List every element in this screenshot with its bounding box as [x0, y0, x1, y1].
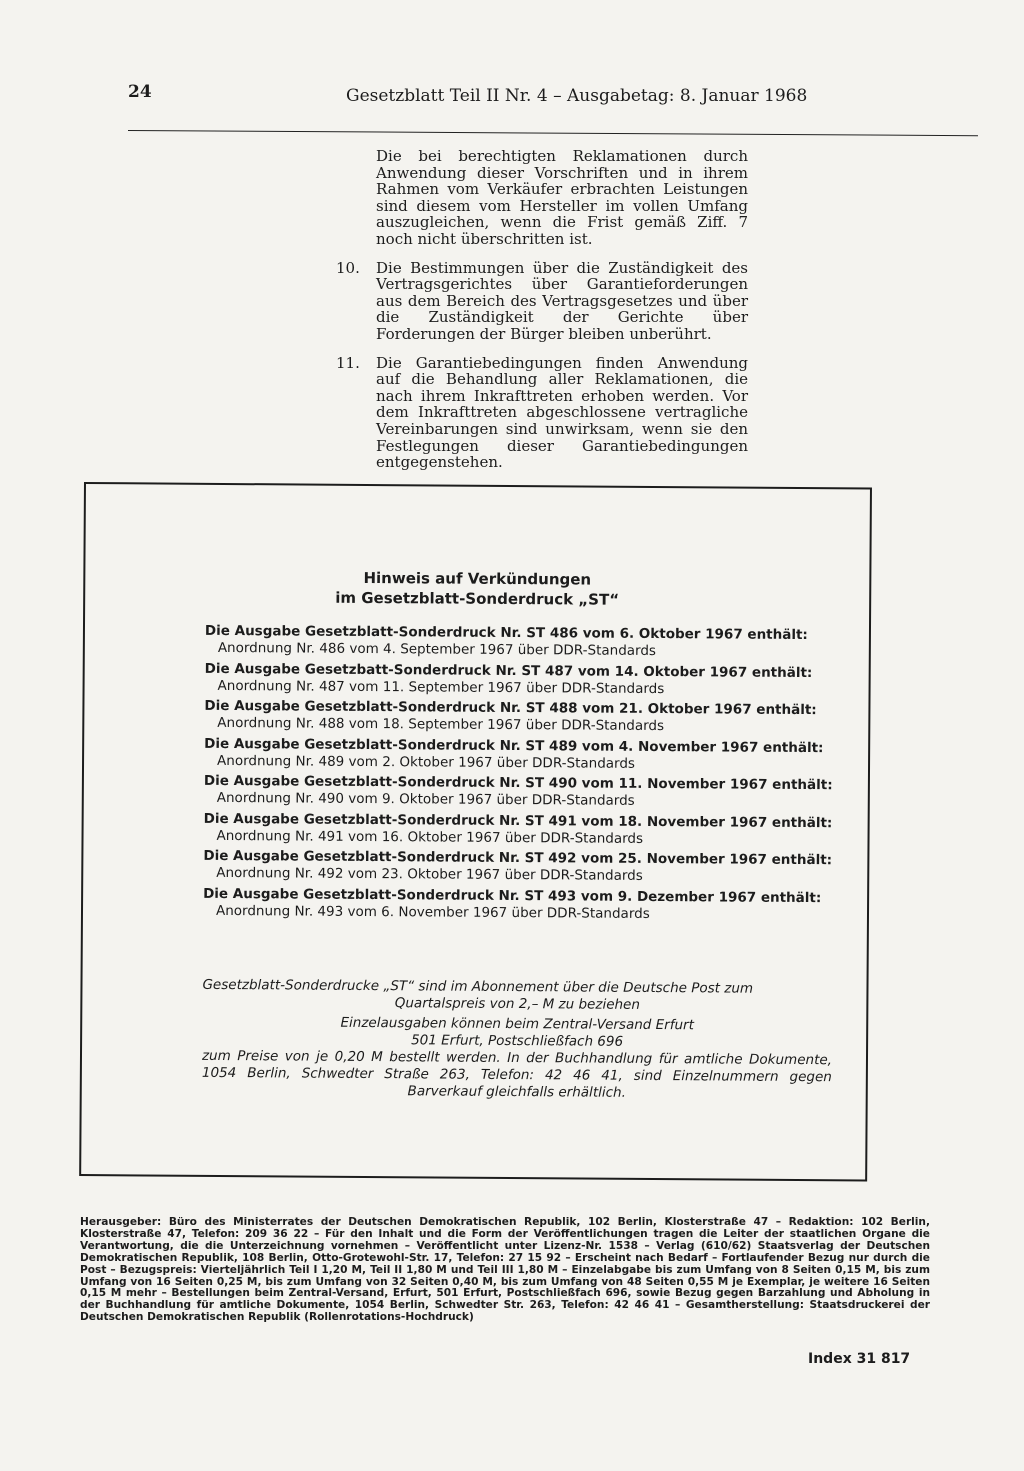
single-issue-line-2: 501 Erfurt, Postschließfach 696: [411, 1032, 624, 1050]
edition-item: [205, 660, 815, 698]
edition-description: Anordnung Nr. 491 vom 16. Oktober 1967 über DDR-Standards: [216, 827, 644, 847]
edition-title: Die Ausgabe Gesetzblatt-Sonderdruck Nr. ST 492 vom 25. November 1967 enthält:: [203, 847, 833, 869]
page-number: 24: [128, 82, 152, 102]
edition-title: Die Ausgabe Gesetzblatt-Sonderdruck Nr. ST 493 vom 9. Dezember 1967 enthält:: [203, 885, 822, 906]
paragraph-number: 10.: [336, 258, 360, 277]
edition-item: [203, 810, 833, 848]
edition-item: [204, 735, 824, 773]
subscription-line-1: Gesetzblatt-Sonderdrucke „ST“ sind im Abonnement über die Deutsche Post zum: [202, 976, 754, 997]
edition-list: [203, 622, 833, 927]
edition-title: Die Ausgabe Gesetzblatt-Sonderdruck Nr. ST 490 vom 11. November 1967 enthält:: [203, 772, 833, 794]
single-issue-line-1: Einzelausgaben können beim Zentral-Versand Erfurt: [340, 1014, 694, 1034]
paragraph-text: Die Bestimmungen über die Zuständigkeit des Vertragsgerichtes über Garantieforderungen aus dem Bereich des Vertragsgesetzes und über die Zuständigkeit der Gerichte über Forderungen der Bürger bleiben unberührt.: [376, 258, 748, 343]
continuation-text: Die bei berechtigten Reklamationen durch Anwendung dieser Vorschriften und in ihrem Rahmen vom Verkäufer erbrachten Leistungen sind diesem vom Hersteller im vollen Umfang auszugleichen, wenn die Frist gemäß Ziff. 7 noch nicht überschritten ist.: [376, 147, 748, 248]
edition-title: Die Ausgabe Gesetzblatt-Sonderdruck Nr. ST 491 vom 18. November 1967 enthält:: [203, 810, 833, 831]
header-rule: [128, 130, 978, 136]
header-title: Gesetzblatt Teil II Nr. 4 – Ausgabetag: 8. Januar 1968: [346, 86, 808, 106]
edition-title: Die Ausgabe Gesetzblatt-Sonderdruck Nr. ST 486 vom 6. Oktober 1967 enthält:: [204, 622, 808, 644]
edition-description: Anordnung Nr. 492 vom 23. Oktober 1967 über DDR-Standards: [216, 864, 643, 884]
notice-heading-line-2: im Gesetzblatt-Sonderdruck „ST“: [335, 588, 620, 609]
index-code: Index 31 817: [808, 1351, 911, 1367]
imprint: Herausgeber: Büro des Ministerrates der Deutschen Demokratischen Republik, 102 Berlin, Klosterstraße 47 – Redaktion: 102 Berlin, Klosterstraße 47, Telefon: 209 36 22 – Für den Inhalt und die Form der Veröffentlichungen tragen die Leiter der staatlichen Organe die Verantwortung, die die Unterzeichnung vornehmen – Veröffentlicht unter Lizenz-Nr. 1538 – Verlag (610/62) Staatsverlag der Deutschen Demokratischen Republik, 108 Berlin, Otto-Grotewohl-Str. 17, Telefon: 27 15 92 – Erscheint nach Bedarf – Fortlaufender Bezug nur durch die Post – Bezugspreis: Vierteljährlich Teil I 1,20 M, Teil II 1,80 M und Teil III 1,80 M – Einzelabgabe bis zum Umfang von 8 Seiten 0,15 M, bis zum Umfang von 16 Seiten 0,25 M, bis zum Umfang von 32 Seiten 0,40 M, bis zum Umfang von 48 Seiten 0,55 M je Exemplar, je weitere 16 Seiten 0,15 M mehr – Bestellungen beim Zentral-Versand, Erfurt, 501 Erfurt, Postschließfach 696, sowie Bezug gegen Barzahlung und Abholung in der Buchhandlung für amtliche Dokumente, 1054 Berlin, Schwedter Str. 263, Telefon: 42 46 41 – Gesamtherstellung: Staatsdruckerei der Deutschen Demokratischen Republik (Rollenrotations-Hochdruck): [80, 1216, 930, 1324]
single-issue-details: zum Preise von je 0,20 M bestellt werden. In der Buchhandlung für amtliche Dokumente, 1054 Berlin, Schwedter Straße 263, Telefon: 42 46 41, sind Einzelnummern gegen Barverkauf gleichfalls erhältlich.: [201, 1047, 833, 1101]
paragraph-text: Die Garantiebedingungen finden Anwendung auf die Behandlung aller Reklamationen, die nach ihrem Inkrafttreten erhoben werden. Vor dem Inkrafttreten abgeschlossene vertragliche Vereinbarungen sind unwirksam, wenn sie den Festlegungen dieser Garantiebedingungen entgegenstehen.: [376, 353, 748, 472]
notice-heading-line-1: Hinweis auf Verkündungen: [363, 568, 592, 589]
edition-item: [205, 623, 815, 661]
continuation-paragraph: [336, 148, 748, 248]
edition-item: [203, 885, 822, 923]
subscription-info: [202, 977, 833, 1103]
paragraph-11: [336, 355, 748, 471]
edition-title: Die Ausgabe Gesetzblatt-Sonderdruck Nr. ST 488 vom 21. Oktober 1967 enthält:: [204, 697, 817, 719]
body-text: [336, 148, 748, 483]
page-header: [128, 78, 978, 118]
edition-description: Anordnung Nr. 488 vom 18. September 1967 über DDR-Standards: [217, 714, 665, 735]
paragraph-number: 11.: [336, 353, 360, 372]
edition-item: [203, 847, 833, 886]
edition-item: [204, 697, 817, 736]
edition-item: [203, 772, 833, 811]
subscription-line-2: Quartalspreis von 2,– M zu beziehen: [394, 995, 641, 1013]
edition-description: Anordnung Nr. 487 vom 11. September 1967 über DDR-Standards: [217, 677, 665, 697]
edition-title: Die Ausgabe Gesetzbatt-Sonderdruck Nr. ST 487 vom 14. Oktober 1967 enthält:: [204, 660, 813, 681]
paragraph-10: [336, 260, 748, 343]
notice-heading: [85, 566, 869, 611]
edition-description: Anordnung Nr. 490 vom 9. Oktober 1967 über DDR-Standards: [216, 789, 635, 809]
edition-description: Anordnung Nr. 493 vom 6. November 1967 über DDR-Standards: [215, 902, 650, 922]
notice-box: [79, 482, 872, 1181]
edition-title: Die Ausgabe Gesetzblatt-Sonderdruck Nr. ST 489 vom 4. November 1967 enthält:: [204, 735, 824, 756]
edition-description: Anordnung Nr. 486 vom 4. September 1967 über DDR-Standards: [217, 639, 657, 659]
edition-description: Anordnung Nr. 489 vom 2. Oktober 1967 über DDR-Standards: [217, 752, 636, 772]
